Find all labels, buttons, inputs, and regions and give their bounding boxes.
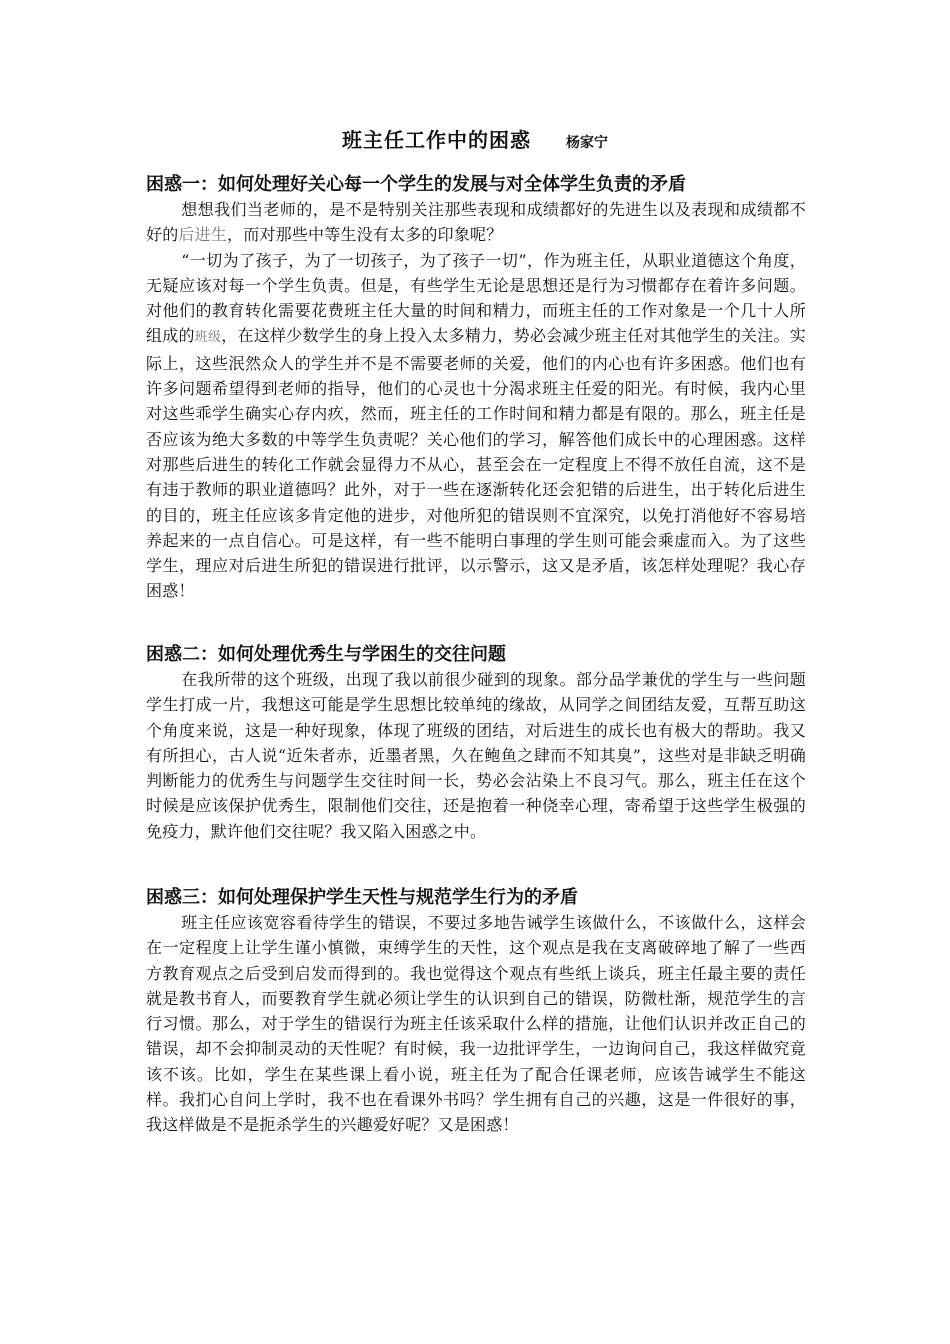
paragraph-text: ，在这样少数学生的身上投入太多精力，势必会减少班主任对其他学生的关注。实际上，这些泯然众人的学生并不是不需要老师的关爱，他们的内心也有许多困惑。他们也有许多问题希望得到老师的指导，他们的心灵也十分渴求班主任爱的阳光。有时候，我内心里对这些乖学生确实心存内疚，然而，班主任的工作时间和精力都是有限的。那么，班主任是否应该为绝大多数的中等学生负责呢？关心他们的学习，解答他们成长中的心理困惑。这样对那些后进生的转化工作就会显得力不从心，甚至会在一定程度上不得不放任自流，这不是有违于教师的职业道德吗？此外，对于一些在逐渐转化还会犯错的后进生，出于转化后进生的目的，班主任应该多肯定他的进步，对他所犯的错误则不宜深究，以免打消他好不容易培养起来的一点自信心。可是这样，有一些不能明白事理的学生则可能会乘虚而入。为了这些学生，理应对后进生所犯的错误进行批评，以示警示，这又是矛盾，该怎样处理呢？我心存困惑！	[146, 326, 806, 601]
inline-link: 班级	[194, 330, 222, 346]
paragraph-text: ，而对那些中等生没有太多的印象呢？	[227, 225, 503, 245]
paragraph: 在我所带的这个班级，出现了我以前很少碰到的现象。部分品学兼优的学生与一些问题学生打成一片，我想这可能是学生思想比较单纯的缘故，从同学之间团结友爱，互帮互助这个角度来说，这是一种好现象，体现了班级的团结，对后进生的成长也有极大的帮助。我又有所担心，古人说“近朱者赤，近墨者黑，久在鲍鱼之肆而不知其臭”，这些对是非缺乏明确判断能力的优秀生与问题学生交往时间一长，势必会沾染上不良习气。那么，班主任在这个时候是应该保护优秀生，限制他们交往，还是抱着一种侥幸心理，寄希望于这些学生极强的免疫力，默许他们交往呢？我又陷入困惑之中。	[146, 670, 806, 841]
section-confusion-1	[146, 173, 806, 604]
paragraph	[146, 248, 806, 604]
title-line	[0, 124, 950, 153]
section-heading: 困惑一：如何处理好关心每一个学生的发展与对全体学生负责的矛盾	[146, 174, 686, 195]
paragraph: 班主任应该宽容看待学生的错误，不要过多地告诫学生该做什么，不该做什么，这样会在一定程度上让学生谨小慎微，束缚学生的天性，这个观点是我在支离破碎地了解了一些西方教育观点之后受到启发而得到的。我也觉得这个观点有些纸上谈兵，班主任最主要的责任就是教书育人，而要教育学生就必须让学生的认识到自己的错误，防微杜渐，规范学生的言行习惯。那么，对于学生的错误行为班主任该采取什么样的措施，让他们认识并改正自己的错误，却不会抑制灵动的天性呢？有时候，我一边批评学生，一边询问自己，我这样做究竟该不该。比如，学生在某些课上看小说，班主任为了配合任课老师，应该告诫学生不能这样。我扪心自问上学时，我不也在看课外书吗？学生拥有自己的兴趣，这是一件很好的事，我这样做是不是扼杀学生的兴趣爱好呢？又是困惑！	[146, 913, 806, 1135]
paragraph-text: “一切为了孩子，为了一切孩子，为了孩子一切”，作为班主任，从职业道德这个角度，无疑应该对每一个学生负责。但是，有些学生无论是思想还是行为习惯都存在着许多问题。对他们的教育转化需要花费班主任大量的时间和精力，而班主任的工作对象是一个几十人所组成的	[146, 250, 806, 346]
section-heading: 困惑二：如何处理优秀生与学困生的交往问题	[146, 644, 506, 665]
paragraph-text: 想想我们当老师的，是不是特别关注那些表现和成绩都好的先进生以及表现和成绩都不好的	[146, 200, 806, 245]
paragraph	[146, 197, 806, 248]
author-name: 杨家宁	[566, 135, 609, 151]
section-heading: 困惑三：如何处理保护学生天性与规范学生行为的矛盾	[146, 887, 578, 908]
page-title: 班主任工作中的困惑	[341, 128, 531, 152]
section-confusion-2	[146, 643, 806, 844]
inline-link: 后进生	[178, 225, 228, 245]
section-confusion-3	[146, 886, 806, 1138]
